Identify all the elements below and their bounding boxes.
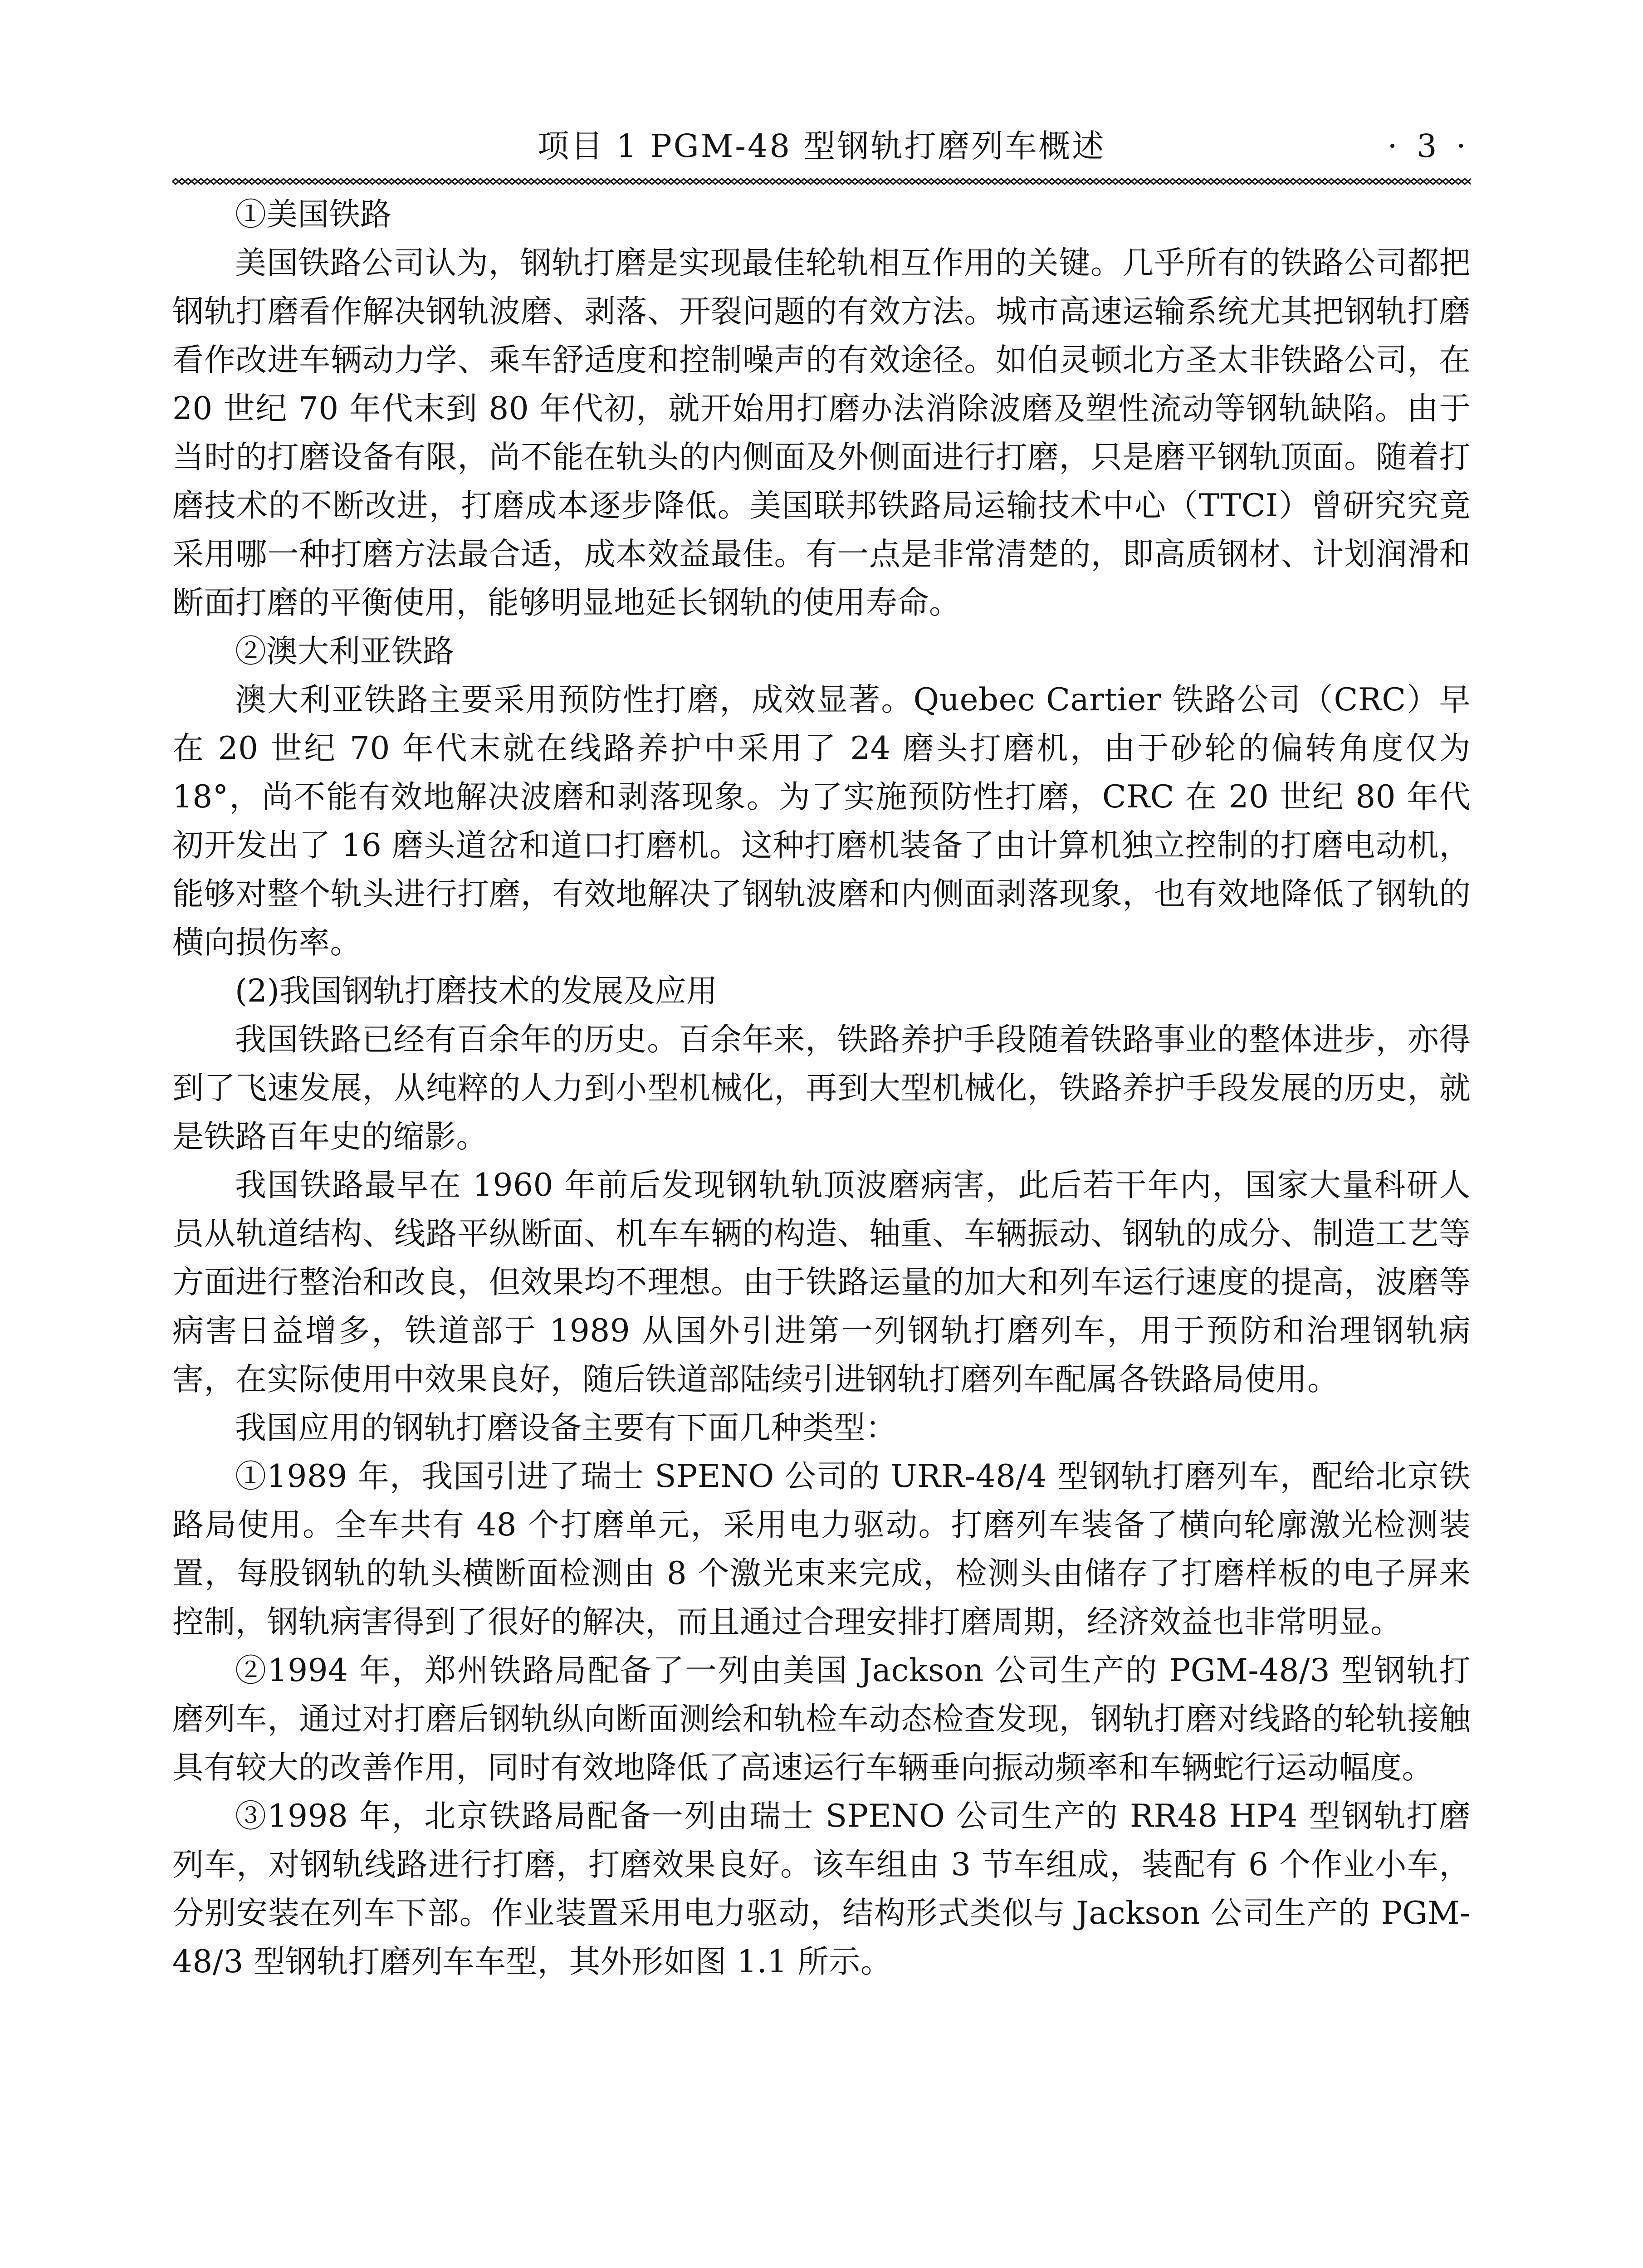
paragraph: 澳大利亚铁路主要采用预防性打磨，成效显著。Quebec Cartier 铁路公司（CRC）早在 20 世纪 70 年代末就在线路养护中采用了 24 磨头打磨机，由于砂轮的偏转角度仅为 18°，尚不能有效地解决波磨和剥落现象。为了实施预防性打磨，CRC 在 20 世纪 80 年代初开发出了 16 磨头道岔和道口打磨机。这种打磨机装备了由计算机独立控制的打磨电动机，能够对整个轨头进行打磨，有效地解决了钢轨波磨和内侧面剥落现象，也有效地降低了钢轨的横向损伤率。 <box>172 682 1471 961</box>
ornament-rule-icon <box>172 175 1471 188</box>
paragraph: 我国铁路已经有百余年的历史。百余年来，铁路养护手段随着铁路事业的整体进步，亦得到了飞速发展，从纯粹的人力到小型机械化，再到大型机械化，铁路养护手段发展的历史，就是铁路百年史的缩影。 <box>172 1022 1471 1155</box>
section-heading: (2)我国钢轨打磨技术的发展及应用 <box>235 973 718 1009</box>
page-number: · 3 · <box>1387 127 1471 165</box>
running-head <box>172 119 1471 173</box>
paragraph: ①1989 年，我国引进了瑞士 SPENO 公司的 URR-48/4 型钢轨打磨列车，配给北京铁路局使用。全车共有 48 个打磨单元，采用电力驱动。打磨列车装备了横向轮廓激光检测装置，每股钢轨的轨头横断面检测由 8 个激光束来完成，检测头由储存了打磨样板的电子屏来控制，钢轨病害得到了很好的解决，而且通过合理安排打磨周期，经济效益也非常明显。 <box>172 1458 1471 1640</box>
body-text <box>172 191 1471 1986</box>
paragraph: 我国铁路最早在 1960 年前后发现钢轨轨顶波磨病害，此后若干年内，国家大量科研人员从轨道结构、线路平纵断面、机车车辆的构造、轴重、车辆振动、钢轨的成分、制造工艺等方面进行整治和改良，但效果均不理想。由于铁路运量的加大和列车运行速度的提高，波磨等病害日益增多，铁道部于 1989 从国外引进第一列钢轨打磨列车，用于预防和治理钢轨病害，在实际使用中效果良好，随后铁道部陆续引进钢轨打磨列车配属各铁路局使用。 <box>172 1167 1471 1398</box>
subsection-heading: ①美国铁路 <box>235 196 391 233</box>
paragraph: ③1998 年，北京铁路局配备一列由瑞士 SPENO 公司生产的 RR48 HP4 型钢轨打磨列车，对钢轨线路进行打磨，打磨效果良好。该车组由 3 节车组成，装配有 6 个作业小车，分别安装在列车下部。作业装置采用电力驱动，结构形式类似与 Jackson 公司生产的 PGM-48/3 型钢轨打磨列车车型，其外形如图 1.1 所示。 <box>172 1798 1471 1980</box>
subsection-heading: ②澳大利亚铁路 <box>235 633 454 670</box>
paragraph: 我国应用的钢轨打磨设备主要有下面几种类型： <box>235 1410 897 1446</box>
header-decorative-rule <box>172 175 1471 188</box>
paragraph: ②1994 年，郑州铁路局配备了一列由美国 Jackson 公司生产的 PGM-48/3 型钢轨打磨列车，通过对打磨后钢轨纵向断面测绘和轨检车动态检查发现，钢轨打磨对线路的轮轨接触具有较大的改善作用，同时有效地降低了高速运行车辆垂向振动频率和车辆蛇行运动幅度。 <box>172 1652 1471 1786</box>
running-title: 项目 1 PGM-48 型钢轨打磨列车概述 <box>537 127 1106 165</box>
paragraph: 美国铁路公司认为，钢轨打磨是实现最佳轮轨相互作用的关键。几乎所有的铁路公司都把钢轨打磨看作解决钢轨波磨、剥落、开裂问题的有效方法。城市高速运输系统尤其把钢轨打磨看作改进车辆动力学、乘车舒适度和控制噪声的有效途径。如伯灵顿北方圣太非铁路公司，在 20 世纪 70 年代末到 80 年代初，就开始用打磨办法消除波磨及塑性流动等钢轨缺陷。由于当时的打磨设备有限，尚不能在轨头的内侧面及外侧面进行打磨，只是磨平钢轨顶面。随着打磨技术的不断改进，打磨成本逐步降低。美国联邦铁路局运输技术中心（TTCI）曾研究究竟采用哪一种打磨方法最合适，成本效益最佳。有一点是非常清楚的，即高质钢材、计划润滑和断面打磨的平衡使用，能够明显地延长钢轨的使用寿命。 <box>172 245 1471 621</box>
